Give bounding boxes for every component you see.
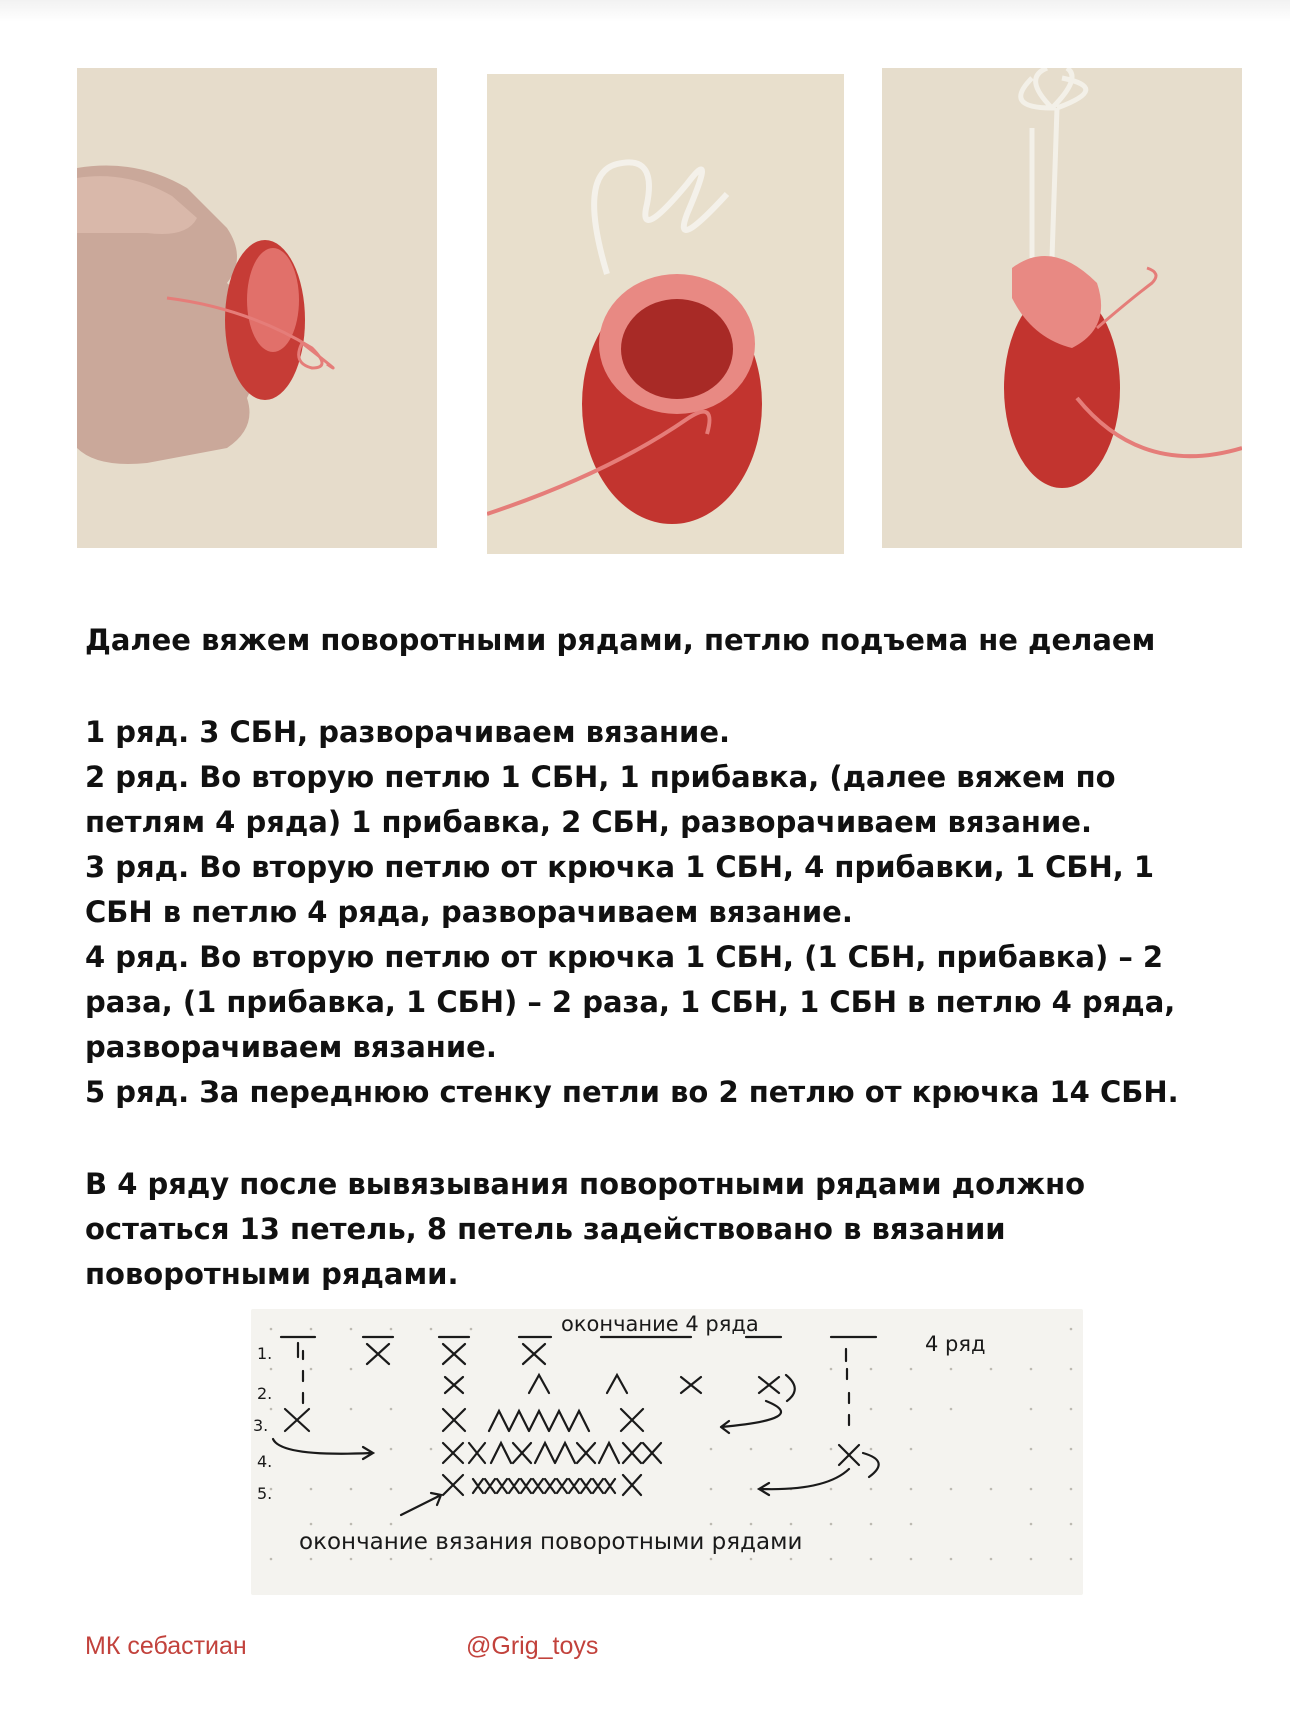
dot-grid [270,1328,1073,1561]
photo-sole-folded [882,68,1242,548]
row-4-instruction: 4 ряд. Во вторую петлю от крючка 1 СБН, (1 СБН, прибавка) – 2 раза, (1 прибавка, 1 СБН) – 2 раза, 1 СБН, 1 СБН в петлю 4 ряда, разворачиваем вязание. [85,940,1176,1064]
diagram-row-number-1: 1. [257,1344,273,1363]
diagram-strokes [273,1337,879,1515]
note-text: В 4 ряду после вывязывания поворотными рядами должно остаться 13 петель, 8 петель задействовано в вязании поворотными рядами. [85,1167,1086,1291]
crochet-diagram [251,1309,1083,1595]
diagram-bottom-label: окончание вязания поворотными рядами [299,1529,803,1555]
diagram-row-number-5: 5. [257,1484,273,1503]
row-instructions [85,710,1215,1115]
footer-pattern-name: МК себастиан [85,1632,247,1660]
row-3-instruction: 3 ряд. Во вторую петлю от крючка 1 СБН, 4 прибавки, 1 СБН, 1 СБН в петлю 4 ряда, разворачиваем вязание. [85,850,1155,929]
row-1-instruction: 1 ряд. 3 СБН, разворачиваем вязание. [85,715,731,749]
diagram-row-number-2: 2. [257,1384,273,1403]
intro-text: Далее вяжем поворотными рядами, петлю подъема не делаем [85,623,1156,657]
diagram-row-number-3: 3. [253,1416,269,1435]
photo-sole-with-upper [487,74,844,554]
diagram-labels [253,1312,986,1555]
diagram-side-label: 4 ряд [925,1332,986,1356]
row-2-instruction: 2 ряд. Во вторую петлю 1 СБН, 1 прибавка, (далее вяжем по петлям 4 ряда) 1 прибавка, 2 СБН, разворачиваем вязание. [85,760,1116,839]
diagram-row-number-4: 4. [257,1452,273,1471]
photo-hand-holding-sole [77,68,437,548]
footer-author-handle: @Grig_toys [466,1632,599,1660]
page-top-shade [0,0,1290,22]
row-5-instruction: 5 ряд. За переднюю стенку петли во 2 петлю от крючка 14 СБН. [85,1075,1179,1109]
diagram-top-label: окончание 4 ряда [561,1312,759,1336]
